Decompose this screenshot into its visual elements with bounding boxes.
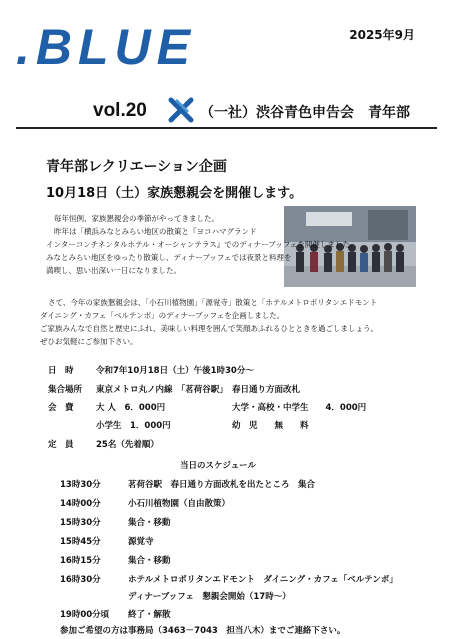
xx-logo-icon bbox=[168, 97, 194, 123]
body-paragraph bbox=[40, 296, 378, 348]
capacity-value: 25名（先着順） bbox=[96, 440, 159, 450]
date-label: 日 時 bbox=[48, 366, 74, 376]
intro-line: みなとみらい地区をゆったり散策し、ディナーブッフェでは夜景と料理を bbox=[46, 253, 292, 262]
schedule-time: 14時00分 bbox=[60, 499, 101, 509]
intro-paragraph bbox=[46, 212, 357, 277]
issue-date: 2025年9月 bbox=[349, 28, 415, 42]
contact-info: 参加ご希望の方は事務局（3463－7043 担当八木）までご連絡下さい。 bbox=[60, 626, 346, 636]
schedule-text: 終了・解散 bbox=[128, 610, 171, 620]
masthead-title: .BLUE bbox=[16, 19, 196, 75]
schedule-text: ディナーブッフェ 懇親会開始（17時～） bbox=[128, 592, 291, 602]
body-line: さて、今年の家族懇親会は、「小石川植物園」「源覚寺」散策と「ホテルメトロポリタンエドモント bbox=[48, 298, 378, 307]
fee-infant: 幼 児 無 料 bbox=[232, 421, 309, 431]
body-line: ご家族みんなで自然と歴史にふれ、美味しい料理を囲んで笑顔あふれるひとときを過ごしましょう。 bbox=[40, 324, 378, 333]
schedule-time: 16時30分 bbox=[60, 575, 101, 585]
schedule-text: 源覚寺 bbox=[128, 537, 154, 547]
fee-label: 会 費 bbox=[48, 403, 74, 413]
capacity-label: 定 員 bbox=[48, 440, 74, 450]
date-value: 令和7年10月18日（土）午後1時30分～ bbox=[96, 366, 254, 376]
fee-adult: 大 人 6．000円 bbox=[96, 403, 166, 413]
volume-number: vol.20 bbox=[93, 100, 147, 121]
schedule-text: ホテルメトロポリタンエドモント ダイニング・カフェ「ベルテンポ」 bbox=[128, 575, 398, 585]
intro-line: 毎年恒例、家族懇親会の季節がやってきました。 bbox=[54, 214, 219, 223]
schedule-text: 集合・移動 bbox=[128, 518, 171, 528]
place-label: 集合場所 bbox=[48, 385, 83, 395]
divider bbox=[16, 127, 437, 129]
fee-child: 小学生 1．000円 bbox=[96, 421, 171, 431]
schedule-text: 小石川植物園（自由散策） bbox=[128, 499, 231, 509]
schedule-text: 茗荷谷駅 春日通り方面改札を出たところ 集合 bbox=[128, 480, 316, 490]
intro-line: 満喫し、思い出深い一日になりました。 bbox=[46, 266, 181, 275]
intro-line: インターコンチネンタルホテル・オーシャンテラス』でのディナーブッフェを開催しました。 bbox=[46, 240, 358, 249]
schedule-time: 16時15分 bbox=[60, 556, 101, 566]
intro-line: 昨年は「横浜みなとみらい地区の散策と『ヨコハマグランド bbox=[54, 227, 257, 236]
fee-student: 大学・高校・中学生 4．000円 bbox=[232, 403, 367, 413]
subheadline: 10月18日（土）家族懇親会を開催します。 bbox=[46, 186, 303, 201]
schedule-time: 13時30分 bbox=[60, 480, 101, 490]
schedule-time: 15時45分 bbox=[60, 537, 101, 547]
place-value: 東京メトロ丸ノ内線 「茗荷谷駅」 春日通り方面改札 bbox=[96, 385, 301, 395]
body-line: ダイニング・カフェ「ベルテンポ」のディナーブッフェを企画しました。 bbox=[40, 311, 285, 320]
headline: 青年部レクリエーション企画 bbox=[46, 159, 227, 175]
schedule-title: 当日のスケジュール bbox=[180, 461, 256, 471]
body-line: ぜひお気軽にご参加下さい。 bbox=[40, 337, 138, 346]
schedule-time: 15時30分 bbox=[60, 518, 101, 528]
schedule-time: 19時00分頃 bbox=[60, 610, 110, 620]
organization-name: （一社）渋谷青色申告会 青年部 bbox=[200, 105, 410, 121]
schedule-text: 集合・移動 bbox=[128, 556, 171, 566]
